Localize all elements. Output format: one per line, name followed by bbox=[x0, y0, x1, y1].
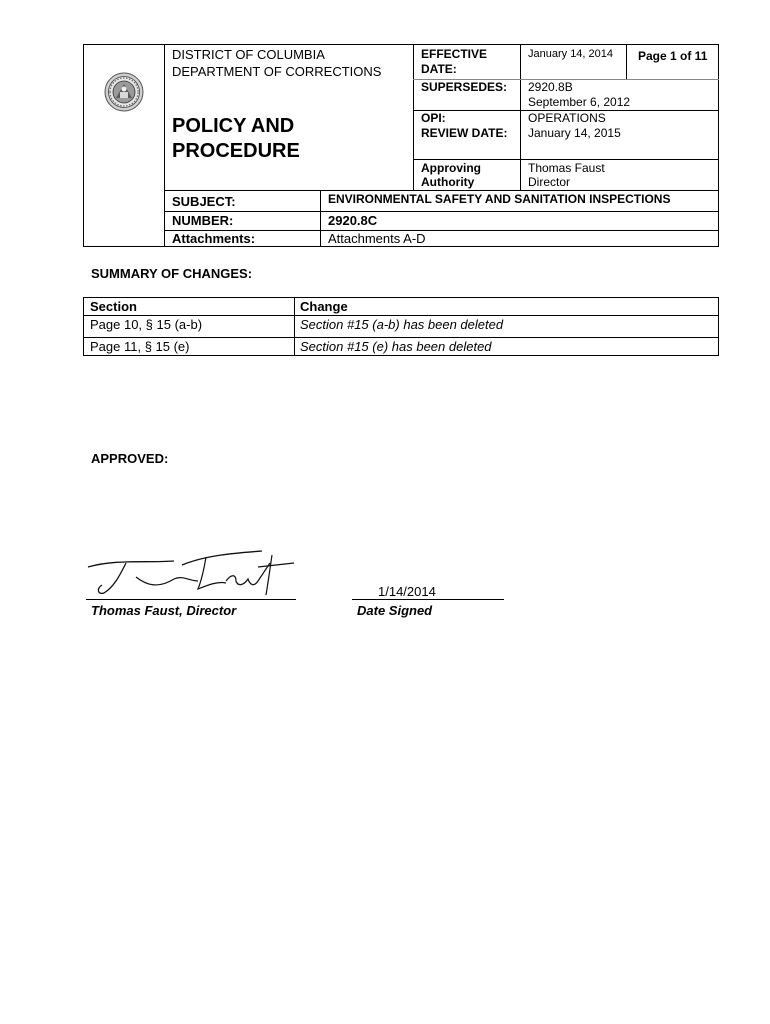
approving-title: Director bbox=[528, 175, 571, 189]
director-signature bbox=[86, 545, 301, 601]
header-left-border bbox=[83, 44, 84, 247]
changes-table-divider bbox=[294, 297, 295, 356]
row-change: Section #15 (a-b) has been deleted bbox=[300, 317, 504, 332]
effective-label-line1: EFFECTIVE bbox=[421, 47, 488, 61]
subject-label: SUBJECT: bbox=[172, 194, 236, 209]
info-column-divider bbox=[413, 44, 414, 190]
doc-type-line1: POLICY AND bbox=[172, 115, 295, 137]
header-right-border bbox=[718, 44, 719, 247]
col-header-change: Change bbox=[300, 299, 348, 314]
org-name-line1: DISTRICT OF COLUMBIA bbox=[172, 47, 325, 62]
review-row-bottom bbox=[413, 159, 719, 160]
seal-column-divider bbox=[164, 44, 165, 247]
row-change: Section #15 (e) has been deleted bbox=[300, 339, 492, 354]
supersedes-number: 2920.8B bbox=[528, 80, 573, 94]
org-name-line2: DEPARTMENT OF CORRECTIONS bbox=[172, 64, 382, 79]
date-signed-value: 1/14/2014 bbox=[378, 584, 436, 599]
review-date-value: January 14, 2015 bbox=[528, 126, 621, 140]
col-header-section: Section bbox=[90, 299, 137, 314]
approving-name: Thomas Faust bbox=[528, 161, 605, 175]
approving-label-line1: Approving bbox=[421, 161, 481, 175]
approved-heading: APPROVED: bbox=[91, 451, 169, 466]
changes-table-top bbox=[83, 297, 719, 298]
subject-value: ENVIRONMENTAL SAFETY AND SANITATION INSPECTIONS bbox=[328, 192, 671, 206]
value-column-divider bbox=[520, 44, 521, 190]
signer-name: Thomas Faust, Director bbox=[91, 603, 237, 618]
page-number: Page 1 of 11 bbox=[638, 49, 708, 63]
supersedes-date: September 6, 2012 bbox=[528, 95, 631, 109]
changes-table-left bbox=[83, 297, 84, 356]
date-signed-label: Date Signed bbox=[357, 603, 433, 618]
page-cell-divider bbox=[626, 44, 627, 79]
opi-value: OPERATIONS bbox=[528, 111, 606, 125]
attachments-value: Attachments A-D bbox=[328, 231, 426, 246]
signature-line bbox=[86, 599, 296, 600]
changes-table-bottom bbox=[83, 355, 719, 356]
summary-heading: SUMMARY OF CHANGES: bbox=[91, 266, 253, 281]
doc-type-line2: PROCEDURE bbox=[172, 140, 300, 162]
supersedes-label: SUPERSEDES: bbox=[421, 80, 508, 94]
opi-label: OPI: bbox=[421, 111, 446, 125]
header-top-border bbox=[83, 44, 719, 45]
changes-table-right bbox=[718, 297, 719, 356]
row-section: Page 10, § 15 (a-b) bbox=[90, 317, 203, 332]
effective-date-value: January 14, 2014 bbox=[528, 48, 614, 60]
number-label: NUMBER: bbox=[172, 213, 234, 228]
subject-row-bottom bbox=[164, 211, 719, 212]
approving-label-line2: Authority bbox=[421, 175, 475, 189]
attachments-label: Attachments: bbox=[172, 231, 256, 246]
row-section: Page 11, § 15 (e) bbox=[90, 339, 190, 354]
changes-row1-bottom bbox=[83, 337, 719, 338]
approving-row-bottom bbox=[164, 190, 719, 191]
subject-column-divider bbox=[320, 190, 321, 247]
changes-header-bottom bbox=[83, 315, 719, 316]
effective-label-line2: DATE: bbox=[421, 62, 457, 76]
review-date-label: REVIEW DATE: bbox=[421, 126, 508, 140]
number-value: 2920.8C bbox=[328, 213, 378, 228]
date-line bbox=[352, 599, 504, 600]
department-seal-icon bbox=[104, 72, 144, 112]
